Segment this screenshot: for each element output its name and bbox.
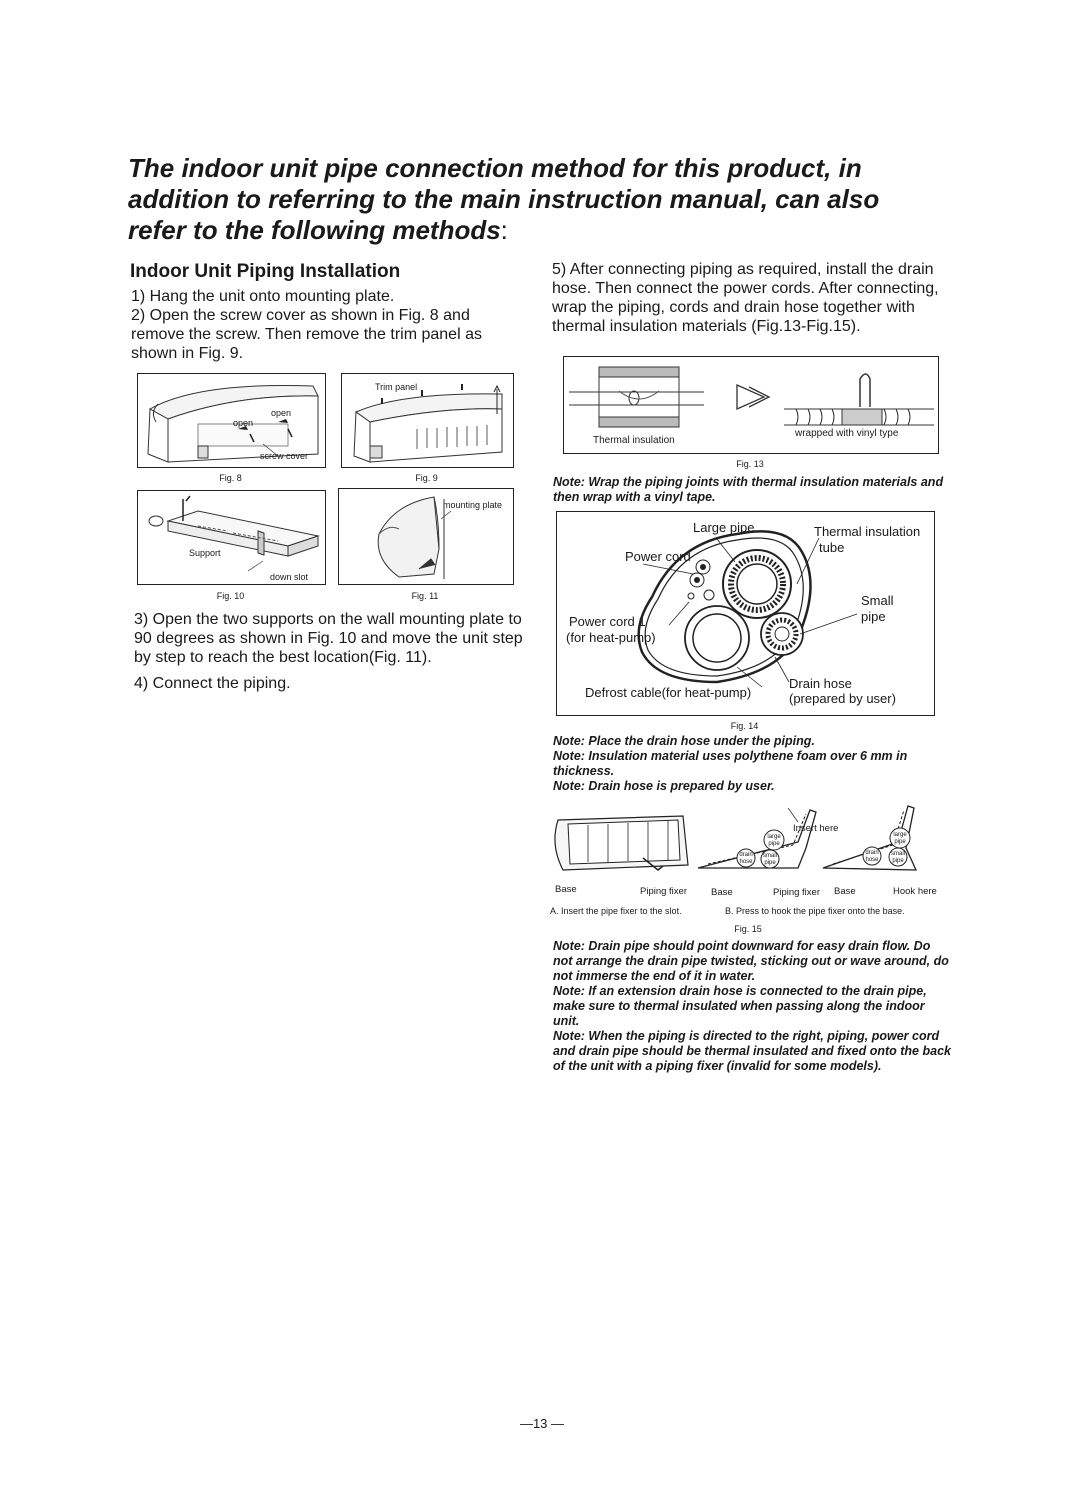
page-title [128,153,928,246]
fig10-illustration [137,490,326,585]
fig14-label-thermal-line1: Thermal insulation [814,524,921,539]
fig15-b2-hose: hose [865,857,879,863]
fig8-label-open-2: open [271,408,292,418]
fig15-label-piping-fixer-2: Piping fixer [773,887,820,898]
step-3-text: 3) Open the two supports on the wall mounting plate to 90 degrees as shown in Fig. 10 and move the unit step by step to reach the best location(Fig. 11). [134,611,523,666]
fig14-caption: Fig. 14 [730,721,759,731]
note-fig13: Note: Wrap the piping joints with thermal insulation materials and then wrap with a vinyl tape. [553,475,944,504]
note-drain-downward: Note: Drain pipe should point downward for easy drain flow. Do not arrange the drain pipe twisted, sticking out or wave around, do not immerse the end of it in water. [553,939,949,983]
fig13-label-vinyl: wrapped with vinyl type [795,428,899,439]
fig15-b1-drain: drain [739,852,753,858]
fig15-label-hook-here: Hook here [893,886,937,897]
fig11-caption: Fig. 11 [411,591,439,601]
fig15-b1-pipe2: pipe [764,860,776,866]
fig10-label-down-slot: down slot [270,572,309,582]
fig15-step-a: A. Insert the pipe fixer to the slot. [550,906,682,916]
note-insulation-thickness: Note: Insulation material uses polythene foam over 6 mm in thickness. [553,749,908,778]
step-5-text: 5) After connecting piping as required, install the drain hose. Then connect the power cords. After connecting, wrap the piping, cords and drain hose together with thermal insulation materials (Fig.13-Fig.15). [552,261,939,335]
fig15-b2-small: small [890,851,905,857]
fig13-illustration [563,356,939,454]
fig15-caption: Fig. 15 [734,924,762,934]
note-drain-hose-user: Note: Drain hose is prepared by user. [553,779,775,793]
fig15-b1-drain-hose [734,852,758,866]
fig15-b1-small-pipe [758,853,782,867]
section-heading: Indoor Unit Piping Installation [130,261,401,282]
note-piping-right [553,1029,953,1074]
fig9-illustration [341,373,514,468]
fig15-b2-drain-hose [860,850,884,864]
fig14-label-power-cord: Power cord [625,549,691,564]
fig15-illustration [548,800,948,930]
fig8-label-screw-cover: screw cover [260,451,309,461]
fig15-b1-pipe: pipe [768,841,780,847]
fig11-label-mounting-plate: mounting plate [443,500,503,510]
fig14-label-drain-line1: Drain hose [789,676,852,691]
fig14-illustration [556,511,935,716]
fig10-label-support: Support [189,548,221,558]
fig15-b1-hose: hose [739,859,753,865]
note-piping-right-tail: invalid for some models). [730,1059,882,1073]
fig15-b2-small-pipe [886,851,910,865]
fig14-label-large-pipe: Large pipe [693,520,755,535]
fig14-label-small-line2: pipe [861,609,886,624]
step-2-text: 2) Open the screw cover as shown in Fig. 8 and remove the screw. Then remove the trim panel as shown in Fig. 9. [131,307,482,362]
fig14-label-power-cord1-line2: (for heat-pump) [566,630,656,645]
fig15-label-base-1: Base [555,884,577,895]
title-line-1: The indoor unit pipe connection method for this product, in [128,153,862,183]
fig9-caption: Fig. 9 [415,473,438,483]
fig14-label-small-line1: Small [861,593,894,608]
notes-fig14 [553,734,953,794]
title-line-2: addition to referring to the main instruction manual, can also [128,184,880,214]
fig15-label-base-3: Base [834,886,856,897]
title-line-3 [128,215,928,246]
fig15-label-base-2: Base [711,887,733,898]
fig15-b2-large-pipe [888,832,912,846]
fig15-label-insert-here: Insert here [793,823,839,834]
fig14-label-defrost: Defrost cable(for heat-pump) [585,685,752,700]
fig13-label-thermal: Thermal insulation [593,435,675,446]
fig15-b1-large-pipe [762,834,786,848]
fig14-label-thermal-line2: tube [819,540,845,555]
fig8-illustration [137,373,326,468]
fig14-label-drain-line2: (prepared by user) [789,691,896,706]
fig15-b2-drain: drain [865,850,879,856]
title-line-3-text: refer to the following methods [128,215,501,245]
title-colon: : [500,215,508,245]
page-number: —13 — [519,1416,565,1431]
fig10-caption: Fig. 10 [216,591,245,601]
note-extension-hose: Note: If an extension drain hose is connected to the drain pipe, make sure to thermal insulated when passing along the indoor unit. [553,984,927,1028]
fig11-illustration [338,488,514,585]
fig14-label-power-cord1-line1: Power cord 1 [569,614,646,629]
fig15-b1-large: large [767,834,781,840]
step-1-text: 1) Hang the unit onto mounting plate. [131,288,395,305]
step-4-text: 4) Connect the piping. [134,675,291,692]
fig15-label-piping-fixer-1: Piping fixer [640,886,687,897]
notes-final [553,939,953,1074]
note-drain-under-piping: Note: Place the drain hose under the piping. [553,734,815,748]
fig8-caption: Fig. 8 [219,473,242,483]
fig15-b2-pipe2: pipe [892,858,904,864]
fig15-b2-pipe: pipe [894,839,906,845]
fig9-label-trim-panel: Trim panel [375,382,418,392]
fig13-caption: Fig. 13 [736,459,764,469]
fig15-b2-large: large [893,832,907,838]
fig8-label-open-1: open [233,418,254,428]
fig15-b1-small: small [762,853,777,859]
fig15-step-b: B. Press to hook the pipe fixer onto the base. [725,906,905,916]
note-piping-right-main: Note: When the piping is directed to the right, piping, power cord and drain pipe should be thermal insulated and fixed onto the back of the unit with a piping fixer ( [553,1029,951,1073]
